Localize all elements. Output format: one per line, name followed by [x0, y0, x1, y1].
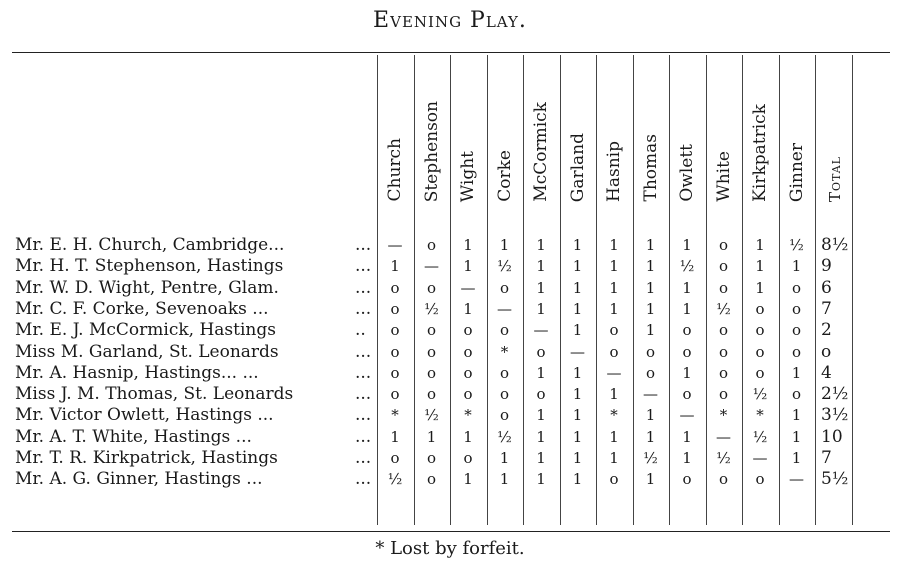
column-header: [669, 62, 705, 202]
result-cell: o: [682, 342, 692, 361]
result-cell: ½: [497, 427, 512, 446]
result-cell: 1: [645, 257, 656, 276]
result-cell: 1: [572, 236, 583, 254]
result-cell: —: [533, 321, 549, 340]
dot-leader: ...: [355, 426, 372, 447]
result-cell: 1: [572, 278, 583, 297]
result-cell: 1: [390, 427, 400, 446]
column-header-label: Kirkpatrick: [750, 104, 770, 202]
result-cell: —: [643, 385, 658, 404]
page-title: Evening Play.: [373, 8, 527, 33]
player-name: [15, 383, 373, 405]
dot-leader: ..: [355, 320, 366, 341]
result-cell: ½: [679, 257, 695, 276]
table-row: [0, 255, 900, 277]
result-cell: 1: [791, 449, 802, 467]
player-name: [15, 298, 373, 320]
total-cell: 6: [821, 277, 832, 298]
column-header: [779, 62, 815, 202]
result-cell: 1: [609, 236, 619, 254]
total-cell: 7: [821, 298, 832, 319]
total-header: [817, 62, 853, 202]
dot-leader: ...: [355, 405, 372, 426]
total-cell: 7: [821, 448, 832, 468]
column-header-label: Ginner: [786, 142, 807, 202]
table-row: [0, 362, 900, 384]
column-header: [487, 62, 523, 202]
result-cell: o: [755, 321, 765, 340]
result-cell: —: [424, 257, 439, 276]
total-cell: o: [821, 341, 832, 362]
column-header: [414, 62, 450, 202]
column-header-label: White: [713, 151, 734, 202]
result-cell: o: [390, 278, 400, 297]
result-cell: 1: [572, 363, 583, 382]
table-row: [0, 298, 900, 320]
result-cell: 1: [645, 278, 656, 297]
result-cell: 1: [572, 449, 583, 467]
dot-leader: ...: [355, 384, 372, 405]
result-cell: o: [426, 321, 437, 340]
result-cell: *: [756, 406, 764, 425]
result-cell: 1: [645, 236, 656, 254]
column-header: [742, 62, 778, 202]
result-cell: *: [391, 406, 399, 425]
dot-leader: ...: [355, 235, 372, 255]
column-header-label: Corke: [494, 150, 515, 202]
column-header: [633, 62, 669, 202]
result-cell: 1: [536, 449, 546, 467]
result-cell: *: [610, 406, 618, 425]
result-cell: o: [682, 470, 692, 489]
result-cell: o: [755, 363, 765, 382]
column-header-label: Church: [385, 138, 405, 202]
player-name: [15, 319, 373, 341]
table-row: [0, 383, 900, 405]
column-header: [560, 62, 596, 202]
result-cell: 1: [682, 449, 692, 467]
result-cell: —: [497, 299, 512, 318]
player-name: [15, 234, 373, 256]
column-header: [450, 62, 486, 202]
player-name: [15, 447, 373, 469]
result-cell: o: [682, 385, 692, 404]
result-cell: o: [609, 321, 619, 340]
result-cell: 1: [645, 470, 656, 489]
result-cell: 1: [682, 278, 692, 297]
result-cell: o: [426, 278, 437, 297]
player-name-text: Mr. A. T. White, Hastings ...: [15, 426, 252, 447]
result-cell: 1: [791, 363, 802, 382]
player-name-text: Mr. C. F. Corke, Sevenoaks ...: [15, 298, 269, 319]
result-cell: o: [499, 406, 510, 425]
total-cell: 3½: [821, 405, 849, 426]
result-cell: o: [609, 470, 619, 489]
result-cell: 1: [499, 449, 510, 467]
result-cell: 1: [536, 427, 546, 446]
column-header-label: Thomas: [640, 134, 661, 202]
result-cell: o: [463, 385, 473, 404]
result-cell: 1: [645, 299, 656, 318]
total-cell: 5½: [821, 469, 849, 490]
result-cell: 1: [791, 257, 802, 276]
result-cell: 1: [682, 236, 692, 254]
result-cell: o: [645, 342, 656, 361]
result-cell: o: [718, 278, 729, 297]
result-cell: 1: [572, 470, 583, 489]
result-cell: 1: [682, 363, 692, 382]
column-header-label: Garland: [567, 132, 588, 202]
dot-leader: ...: [355, 469, 372, 490]
result-cell: o: [718, 342, 729, 361]
player-name: [15, 468, 373, 490]
result-cell: ½: [716, 299, 731, 318]
result-cell: 1: [463, 427, 473, 446]
result-cell: 1: [645, 427, 656, 446]
result-cell: o: [499, 363, 510, 382]
result-cell: 1: [609, 278, 619, 297]
result-cell: o: [791, 299, 802, 318]
result-cell: o: [463, 321, 473, 340]
result-cell: 1: [755, 236, 765, 254]
result-cell: ½: [716, 449, 731, 467]
player-name-text: Mr. E. J. McCormick, Hastings: [15, 320, 276, 341]
result-cell: 1: [572, 385, 583, 404]
result-cell: —: [460, 278, 476, 297]
result-cell: 1: [536, 406, 546, 425]
table-row: [0, 277, 900, 299]
column-header: [706, 62, 742, 202]
result-cell: o: [390, 342, 400, 361]
result-cell: o: [755, 299, 765, 318]
result-cell: o: [390, 321, 400, 340]
result-cell: ½: [752, 427, 768, 446]
result-cell: 1: [536, 236, 546, 254]
result-cell: ½: [497, 257, 512, 276]
result-cell: o: [426, 363, 437, 382]
dot-leader: ...: [355, 298, 372, 319]
result-cell: o: [791, 278, 802, 297]
result-cell: —: [387, 236, 403, 254]
result-cell: o: [390, 363, 400, 382]
result-cell: 1: [463, 236, 473, 254]
result-cell: 1: [682, 299, 692, 318]
column-header-label: Owlett: [677, 144, 697, 202]
result-cell: o: [463, 363, 473, 382]
result-cell: o: [718, 385, 729, 404]
result-cell: o: [463, 449, 473, 467]
result-cell: ½: [643, 449, 658, 467]
column-header-label: Hasnip: [604, 141, 624, 202]
dot-leader: ...: [355, 277, 372, 298]
result-cell: 1: [682, 427, 692, 446]
total-cell: 2½: [821, 384, 849, 405]
player-name-text: Mr. Victor Owlett, Hastings ...: [15, 405, 274, 426]
top-rule: [12, 52, 890, 53]
player-name-text: Mr. W. D. Wight, Pentre, Glam.: [15, 277, 279, 298]
column-header: [596, 62, 632, 202]
result-cell: 1: [536, 257, 546, 276]
result-cell: o: [426, 342, 437, 361]
player-name: [15, 255, 373, 277]
result-cell: o: [426, 236, 437, 254]
result-cell: 1: [791, 406, 802, 425]
table-row: [0, 234, 900, 256]
result-cell: 1: [426, 427, 437, 446]
result-cell: 1: [645, 406, 656, 425]
total-cell: 10: [821, 426, 843, 447]
result-cell: 1: [755, 257, 765, 276]
column-header-label: McCormick: [531, 102, 551, 202]
result-cell: o: [499, 385, 510, 404]
result-cell: 1: [572, 406, 583, 425]
player-name-text: Mr. H. T. Stephenson, Hastings: [15, 256, 284, 277]
table-row: [0, 468, 900, 490]
result-cell: 1: [390, 257, 400, 276]
result-cell: ½: [424, 406, 439, 425]
result-cell: ½: [752, 385, 768, 404]
result-cell: ½: [789, 236, 804, 254]
result-cell: 1: [755, 278, 765, 297]
result-cell: 1: [609, 427, 619, 446]
result-cell: —: [606, 363, 622, 382]
result-cell: 1: [609, 257, 619, 276]
result-cell: o: [791, 385, 802, 404]
result-cell: *: [719, 406, 728, 425]
player-name: [15, 426, 373, 448]
total-cell: 2: [821, 320, 832, 341]
result-cell: o: [718, 236, 729, 254]
result-cell: —: [789, 470, 804, 489]
result-cell: o: [718, 257, 729, 276]
result-cell: o: [426, 470, 437, 489]
result-cell: o: [718, 363, 729, 382]
table-row: [0, 341, 900, 363]
result-cell: —: [679, 406, 695, 425]
result-cell: o: [390, 385, 400, 404]
player-name: [15, 341, 373, 363]
result-cell: o: [390, 449, 400, 467]
result-cell: 1: [609, 449, 619, 467]
result-cell: o: [390, 299, 400, 318]
result-cell: 1: [572, 299, 583, 318]
result-cell: o: [609, 342, 619, 361]
dot-leader: ...: [355, 448, 372, 468]
table-row: [0, 426, 900, 448]
result-cell: ½: [424, 299, 439, 318]
result-cell: o: [791, 321, 802, 340]
result-cell: o: [791, 342, 802, 361]
result-cell: o: [755, 342, 765, 361]
column-header: [523, 62, 559, 202]
result-cell: o: [463, 342, 473, 361]
player-name: [15, 362, 373, 384]
bottom-rule: [12, 531, 890, 532]
player-name-text: Mr. A. G. Ginner, Hastings ...: [15, 469, 263, 490]
footnote: * Lost by forfeit.: [375, 538, 525, 559]
result-cell: 1: [609, 299, 619, 318]
column-header-label: Stephenson: [421, 100, 442, 202]
player-name: [15, 277, 373, 299]
result-cell: —: [716, 427, 731, 446]
dot-leader: ...: [355, 256, 372, 277]
result-cell: o: [645, 363, 656, 382]
result-cell: o: [536, 342, 546, 361]
player-name-text: Mr. E. H. Church, Cambridge...: [15, 235, 285, 255]
player-name-text: Miss J. M. Thomas, St. Leonards: [15, 384, 294, 405]
result-cell: o: [426, 385, 437, 404]
result-cell: o: [499, 321, 510, 340]
table-row: [0, 404, 900, 426]
result-cell: 1: [499, 470, 510, 489]
table-row: [0, 447, 900, 469]
column-header: [377, 62, 413, 202]
result-cell: 1: [791, 427, 802, 446]
dot-leader: ...: [355, 362, 372, 383]
result-cell: 1: [536, 363, 546, 382]
player-name: [15, 404, 373, 426]
result-cell: —: [752, 449, 768, 467]
result-cell: o: [499, 278, 510, 297]
result-cell: 1: [463, 470, 473, 489]
total-header-label: Total: [826, 155, 844, 202]
result-cell: o: [682, 321, 692, 340]
total-cell: 9: [821, 256, 832, 277]
player-name-text: Miss M. Garland, St. Leonards: [15, 341, 279, 362]
total-cell: 8½: [821, 235, 849, 255]
result-cell: 1: [463, 257, 473, 276]
result-cell: 1: [463, 299, 473, 318]
result-cell: o: [718, 321, 729, 340]
result-cell: o: [718, 470, 729, 489]
dot-leader: ...: [355, 341, 372, 362]
result-cell: 1: [572, 321, 583, 340]
result-cell: o: [426, 449, 437, 467]
result-cell: *: [464, 406, 472, 425]
result-cell: 1: [645, 321, 656, 340]
table-row: [0, 319, 900, 341]
player-name-text: Mr. A. Hasnip, Hastings... ...: [15, 362, 259, 383]
total-cell: 4: [821, 362, 832, 383]
result-cell: ½: [387, 470, 403, 489]
result-cell: *: [500, 342, 509, 361]
player-name-text: Mr. T. R. Kirkpatrick, Hastings: [15, 448, 278, 468]
result-cell: 1: [572, 427, 583, 446]
result-cell: 1: [536, 470, 546, 489]
result-cell: 1: [572, 257, 583, 276]
result-cell: 1: [609, 385, 619, 404]
result-cell: 1: [536, 278, 546, 297]
result-cell: 1: [536, 299, 546, 318]
result-cell: —: [570, 342, 585, 361]
result-cell: o: [536, 385, 546, 404]
column-header-label: Wight: [458, 150, 478, 202]
result-cell: 1: [499, 236, 510, 254]
result-cell: o: [755, 470, 765, 489]
